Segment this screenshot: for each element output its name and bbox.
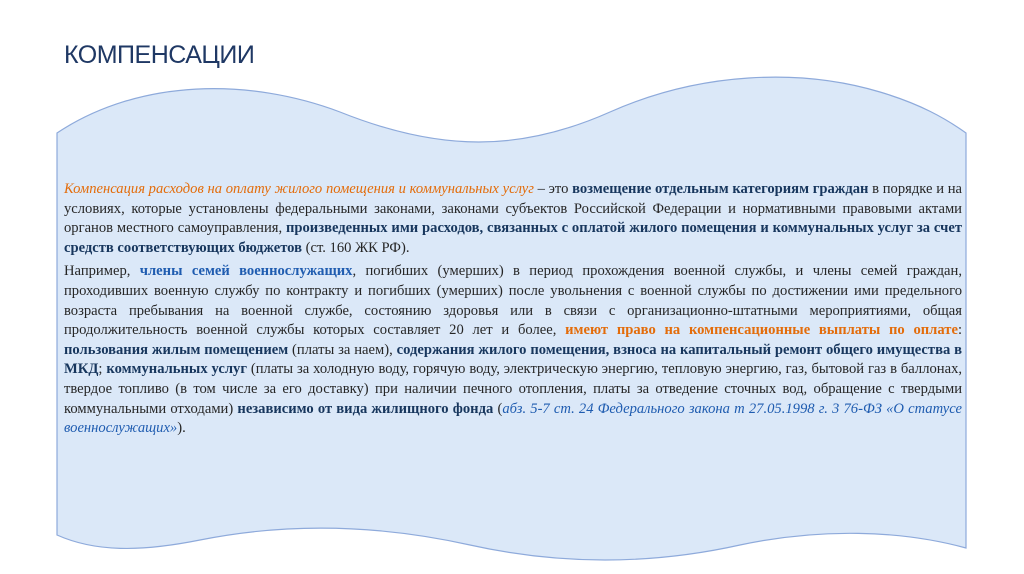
text-span: – это — [533, 181, 573, 197]
emphasis-right-to-compensation: имеют право на компенсационные выплаты по оплате — [565, 322, 958, 339]
text-span: ; — [98, 361, 107, 378]
law-reference-date: т 27.05.1998 г. 3 76-ФЗ «О статусе военнослужащих» — [64, 400, 963, 437]
text-span: в порядке и на условиях, которые установлены федеральными законами, законами субъектов Российской Федерации и нормативными правовыми актами органов местного самоуправления, — [64, 181, 962, 237]
text-span: , погибших (умерших) в период прохождения военной службы, и члены семей граждан, проходивших военную службу по контракту и погибших (умерших) после увольнения с военной службы по достижении ими предельного возраста пребывания на военной службе, состоянию здоровья или в связи с организационно-штатными мероприятиями, общая продолжительность военной службы которых составляет 20 лет и более, — [64, 263, 962, 339]
emphasis-expenses: произведенных ими расходов, связанных с оплатой жилого помещения и коммунальных услуг за счет средств соответствующих бюджетов — [64, 220, 962, 256]
text-span: (платы за наем), — [288, 341, 397, 358]
law-reference: абз. 5-7 ст. 24 Федерального закона — [502, 400, 730, 417]
text-span: ( — [493, 400, 503, 417]
paragraph-definition — [64, 180, 962, 258]
emphasis-utilities: коммунальных услуг — [106, 361, 247, 378]
text-span: Например, — [64, 263, 140, 280]
emphasis-housing-use: пользования жилым помещением — [64, 341, 289, 358]
emphasis-maintenance: содержания жилого помещения, взноса на капитальный ремонт общего имущества в МКД — [64, 341, 962, 378]
text-span: ). — [177, 420, 186, 437]
text-span: (платы за холодную воду, горячую воду, электрическую энергию, тепловую энергию, газ, бытовой газ в баллонах, твердое топливо (в том числе за его доставку) при наличии печного отопления, платы за отведение сточных вод, обращение с твердыми коммунальными отходами) — [64, 361, 963, 417]
term-compensation: Компенсация расходов на оплату жилого помещения и коммунальных услуг — [64, 181, 534, 197]
text-block — [64, 180, 962, 443]
slide-title: КОМПЕНСАЦИИ — [64, 41, 255, 69]
text-span: : — [957, 322, 962, 339]
emphasis-family-members: члены семей военнослужащих — [139, 263, 353, 280]
emphasis-reimbursement: возмещение отдельным категориям граждан — [572, 181, 869, 197]
paragraph-example — [64, 262, 962, 438]
emphasis-regardless-of-fund: независимо от вида жилищного фонда — [237, 400, 494, 417]
text-span: (ст. 160 ЖК РФ). — [302, 239, 410, 256]
